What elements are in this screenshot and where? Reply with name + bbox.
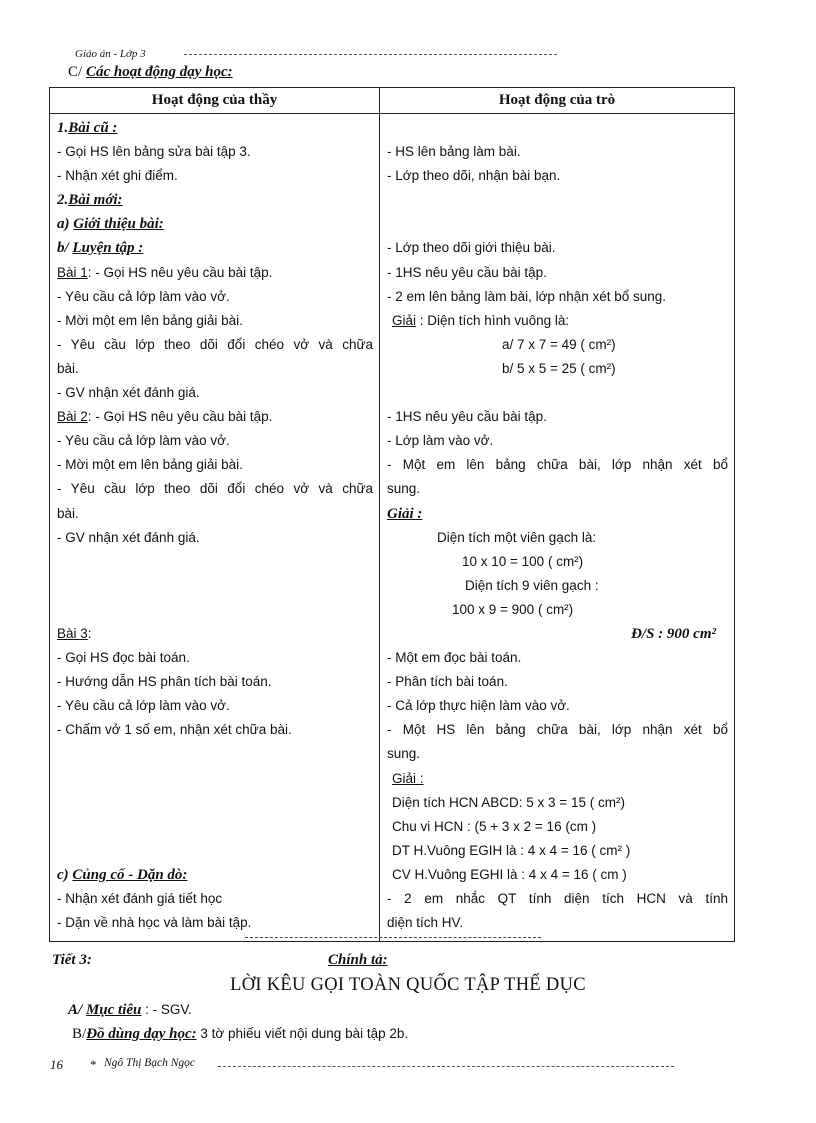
bai3-label: Bài 3 <box>57 625 88 641</box>
giai1-label: Giải <box>392 312 417 328</box>
baimoi-heading: 2.Bài mới: <box>57 192 123 209</box>
math-line: CV H.Vuông EGHI là : 4 x 4 = 16 ( cm ) <box>392 866 627 882</box>
gioithieu-heading: a) Giới thiệu bài: <box>57 216 164 233</box>
teacher-line: - Gọi HS lên bảng sửa bài tập 3. <box>57 144 251 160</box>
lesson-table <box>49 87 735 942</box>
math-line: b/ 5 x 5 = 25 ( cm²) <box>502 360 616 376</box>
giai1-line: Giải : Diện tích hình vuông là: <box>392 312 570 328</box>
teacher-line: - Yêu cầu cả lớp làm vào vở. <box>57 288 230 304</box>
student-line: diện tích HV. <box>387 915 464 931</box>
spacer <box>57 742 373 766</box>
bai3-line: Bài 3: <box>57 625 92 641</box>
student-line: - Lớp theo dõi, nhận bài bạn. <box>387 168 561 184</box>
student-line: - Phân tích bài toán. <box>387 674 508 690</box>
teacher-line: - Hướng dẫn HS phân tích bài toán. <box>57 674 272 690</box>
tiet-label: Tiết 3: <box>52 952 92 968</box>
lesson-title: LỜI KÊU GỌI TOÀN QUỐC TẬP THỂ DỤC <box>230 975 586 995</box>
student-line: - Một HS lên bảng chữa bài, lớp nhận xét bổ <box>387 722 728 738</box>
page-number: 16 <box>50 1057 63 1072</box>
student-line: sung. <box>387 481 421 497</box>
teacher-column <box>50 114 380 942</box>
student-line: - 2 em nhắc QT tính diện tích HCN và tính <box>387 891 728 906</box>
bai1-label: Bài 1 <box>57 264 88 280</box>
footer-author: Ngô Thị Bạch Ngọc <box>104 1057 196 1069</box>
teacher-line: - Gọi HS đọc bài toán. <box>57 650 190 666</box>
math-line: DT H.Vuông EGIH là : 4 x 4 = 16 ( cm² ) <box>392 842 631 858</box>
spacer <box>57 767 373 791</box>
footer-star: * <box>90 1057 97 1072</box>
chinhta-label: Chính tả: <box>328 952 388 968</box>
student-line: - 1HS nêu yêu cầu bài tập. <box>387 264 547 280</box>
footer-divider <box>218 1066 674 1067</box>
giai2-heading: Giải : <box>387 505 423 522</box>
teacher-line: - Yêu cầu cả lớp làm vào vở. <box>57 433 230 449</box>
teacher-line: - Nhận xét ghi điểm. <box>57 168 178 184</box>
giai3-heading: Giải : <box>392 770 424 786</box>
teacher-line: - Chấm vở 1 số em, nhận xét chữa bài. <box>57 722 292 738</box>
student-line: - Lớp làm vào vở. <box>387 433 494 449</box>
section-c-heading <box>68 64 233 81</box>
luyentap-heading: b/ Luyện tập : <box>57 240 144 257</box>
bai1-line: Bài 1: - Gọi HS nêu yêu cầu bài tập. <box>57 264 273 280</box>
spacer <box>387 381 728 405</box>
teacher-column-header: Hoạt động của thầy <box>50 88 380 114</box>
teacher-line: - Mời một em lên bảng giải bài. <box>57 457 243 473</box>
math-line: a/ 7 x 7 = 49 ( cm²) <box>502 336 616 352</box>
student-line: - Một em lên bảng chữa bài, lớp nhận xét bổ <box>387 457 728 473</box>
baicu-heading: 1.Bài cũ : <box>57 120 118 136</box>
math-line: Diện tích một viên gạch là: <box>437 529 597 545</box>
student-line: - Lớp theo dõi giới thiệu bài. <box>387 240 556 256</box>
header-divider <box>184 54 557 55</box>
math-line: Chu vi HCN : (5 + 3 x 2 = 16 (cm ) <box>392 818 597 834</box>
bai2-line: Bài 2: - Gọi HS nêu yêu cầu bài tập. <box>57 409 273 425</box>
teacher-line: - GV nhận xét đánh giá. <box>57 529 200 545</box>
dodung-line: B/Đồ dùng dạy học: 3 tờ phiếu viết nội dung bài tập 2b. <box>72 1026 409 1042</box>
answer-line: Đ/S : 900 cm² <box>631 625 716 642</box>
header-text: Giáo án - Lớp 3 <box>75 48 146 60</box>
student-line: sung. <box>387 746 421 762</box>
teacher-line: - Yêu cầu lớp theo dõi đổi chéo vở và chữa <box>57 336 373 352</box>
math-line: 100 x 9 = 900 ( cm²) <box>452 601 574 617</box>
teacher-line: - Dặn về nhà học và làm bài tập. <box>57 915 252 931</box>
teacher-line: bài. <box>57 505 79 521</box>
student-column <box>380 114 735 942</box>
teacher-line: - Yêu cầu cả lớp làm vào vở. <box>57 698 230 714</box>
student-line: - Cả lớp thực hiện làm vào vở. <box>387 698 570 714</box>
spacer <box>57 598 373 622</box>
teacher-line: - Mời một em lên bảng giải bài. <box>57 312 243 328</box>
student-line: - 1HS nêu yêu cầu bài tập. <box>387 409 547 425</box>
bai2-label: Bài 2 <box>57 409 88 425</box>
section-divider <box>245 937 541 938</box>
cungco-heading: c) Củng cố - Dặn dò: <box>57 866 188 883</box>
spacer <box>387 188 728 212</box>
muctieu-line: A/ Mục tiêu : - SGV. <box>68 1002 192 1018</box>
spacer <box>57 791 373 815</box>
student-line: - HS lên bảng làm bài. <box>387 144 521 160</box>
teacher-line: - GV nhận xét đánh giá. <box>57 385 200 401</box>
spacer <box>57 839 373 863</box>
spacer <box>387 212 728 236</box>
student-column-header: Hoạt động của trò <box>380 88 735 114</box>
math-line: 10 x 10 = 100 ( cm²) <box>462 553 584 569</box>
teacher-line: - Yêu cầu lớp theo dõi đổi chéo vở và chữa <box>57 481 373 497</box>
teacher-line: bài. <box>57 360 79 376</box>
student-line: - Một em đọc bài toán. <box>387 650 522 666</box>
spacer <box>57 550 373 574</box>
teacher-line: - Nhận xét đánh giá tiết học <box>57 891 223 906</box>
math-line: Diện tích 9 viên gạch : <box>465 577 599 593</box>
section-c-title: Các hoạt động dạy học: <box>85 64 233 80</box>
section-c-prefix: C/ <box>68 64 83 80</box>
math-line: Diện tích HCN ABCD: 5 x 3 = 15 ( cm²) <box>392 794 625 810</box>
spacer <box>57 815 373 839</box>
student-line: - 2 em lên bảng làm bài, lớp nhận xét bổ sung. <box>387 288 667 304</box>
spacer <box>387 116 728 140</box>
spacer <box>57 574 373 598</box>
